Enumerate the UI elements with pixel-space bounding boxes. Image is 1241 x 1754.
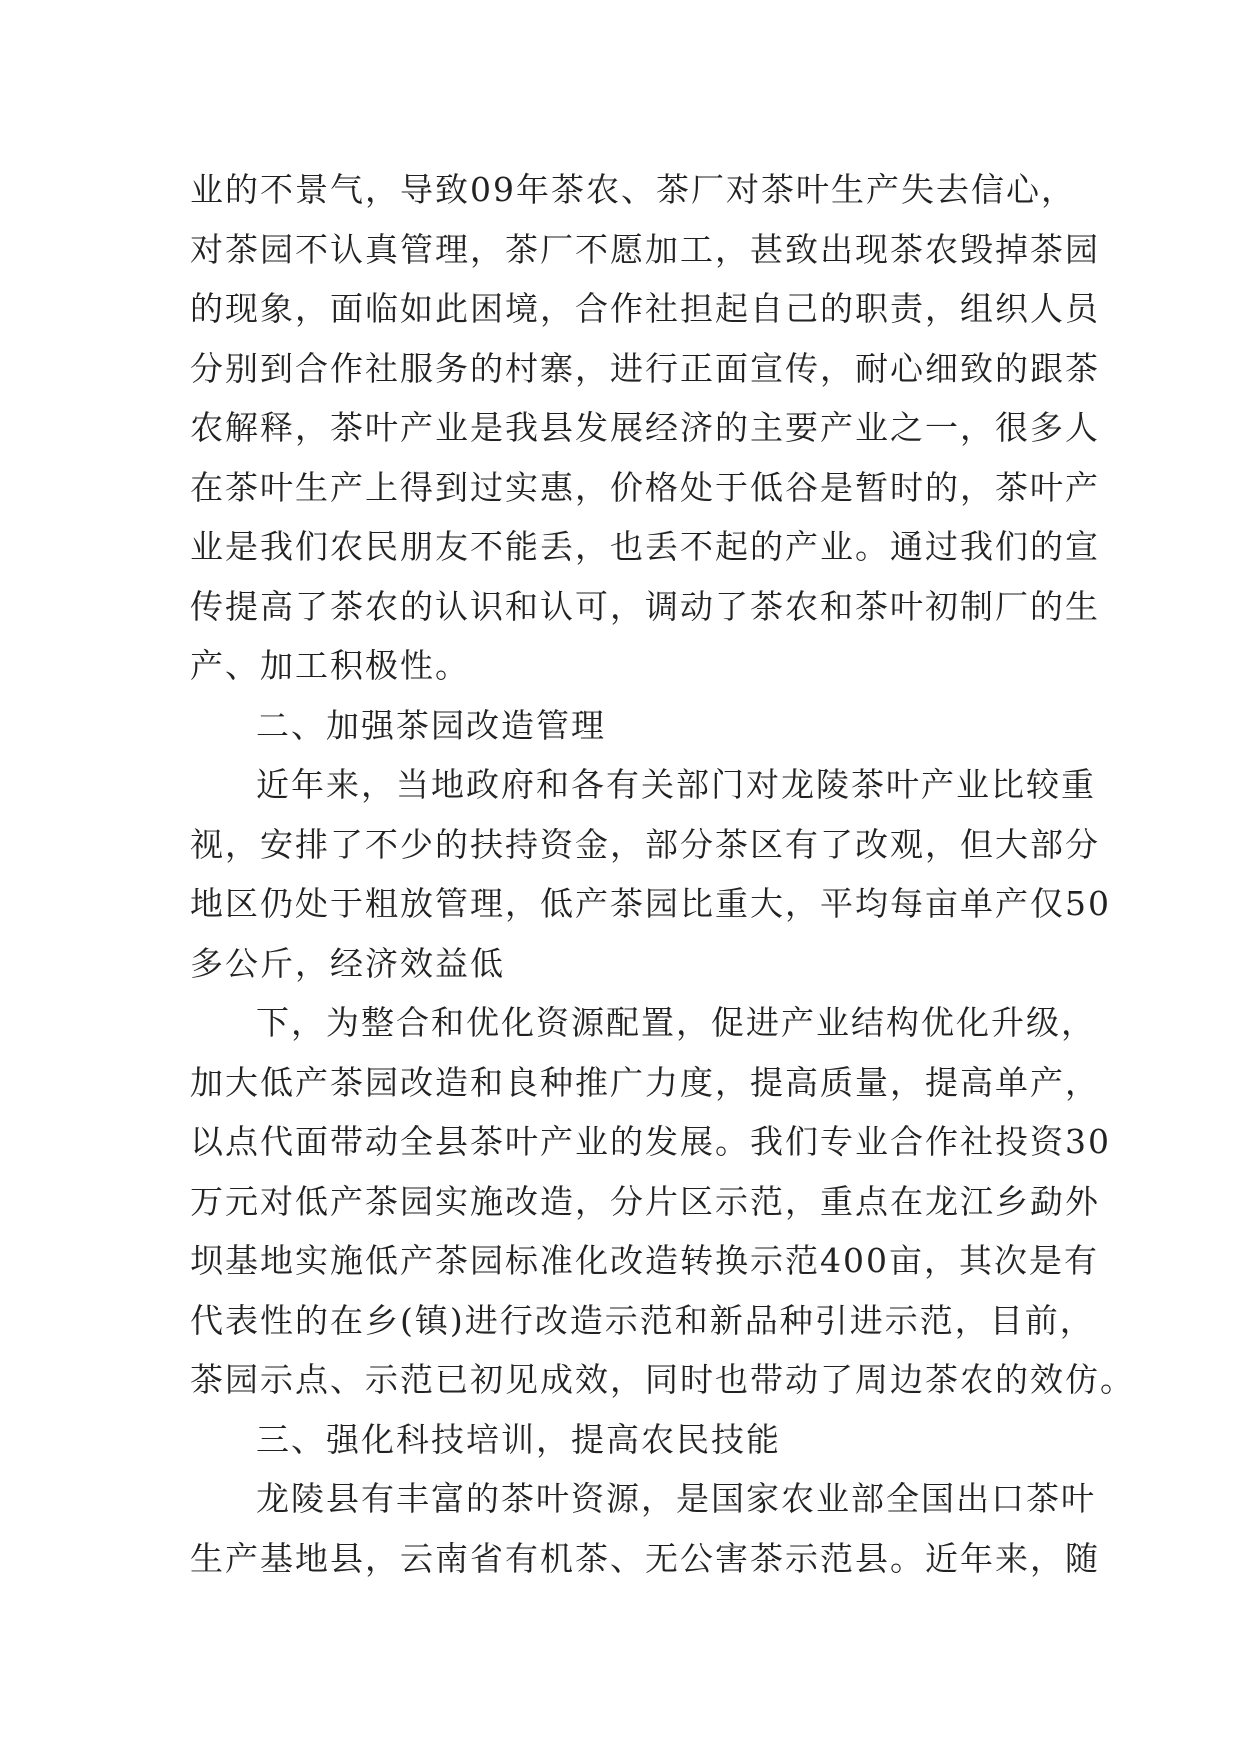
text-line: 多公斤，经济效益低 (190, 943, 505, 983)
text-line: 生产基地县，云南省有机茶、无公害茶示范县。近年来，随 (190, 1538, 1100, 1578)
text-line: 近年来，当地政府和各有关部门对龙陵茶叶产业比较重 (256, 765, 1096, 804)
text-line: 在茶叶生产上得到过实惠，价格处于低谷是暂时的，茶叶产 (190, 467, 1100, 507)
text-line: 茶园示点、示范已初见成效，同时也带动了周边茶农的效仿。 (190, 1360, 1135, 1399)
text-line: 下，为整合和优化资源配置，促进产业结构优化升级， (256, 1003, 1096, 1042)
text-line: 加大低产茶园改造和良种推广力度，提高质量，提高单产， (190, 1062, 1100, 1102)
text-line: 龙陵县有丰富的茶叶资源，是国家农业部全国出口茶叶 (256, 1479, 1096, 1518)
text-line: 坝基地实施低产茶园标准化改造转换示范400亩，其次是有 (190, 1241, 1099, 1280)
text-line: 分别到合作社服务的村寨，进行正面宣传，耐心细致的跟茶 (190, 348, 1100, 388)
section-heading: 二、加强茶园改造管理 (256, 705, 606, 745)
text-line: 传提高了茶农的认识和认可，调动了茶农和茶叶初制厂的生 (190, 586, 1100, 626)
text-line: 地区仍处于粗放管理，低产茶园比重大，平均每亩单产仅50 (190, 884, 1111, 923)
text-line: 农解释，茶叶产业是我县发展经济的主要产业之一，很多人 (190, 408, 1100, 447)
text-line: 产、加工积极性。 (190, 646, 470, 685)
text-line: 以点代面带动全县茶叶产业的发展。我们专业合作社投资30 (190, 1122, 1111, 1161)
text-line: 代表性的在乡(镇)进行改造示范和新品种引进示范，目前， (190, 1300, 1095, 1340)
text-line: 对茶园不认真管理，茶厂不愿加工，甚致出现茶农毁掉茶园 (190, 229, 1100, 269)
text-line: 业是我们农民朋友不能丢，也丢不起的产业。通过我们的宣 (190, 527, 1100, 566)
body-text (190, 160, 1135, 1588)
text-line: 万元对低产茶园实施改造，分片区示范，重点在龙江乡勐外 (190, 1181, 1100, 1221)
text-line: 的现象，面临如此困境，合作社担起自己的职责，组织人员 (190, 289, 1100, 328)
section-heading: 三、强化科技培训，提高农民技能 (256, 1419, 781, 1459)
text-line: 业的不景气，导致09年茶农、茶厂对茶叶生产失去信心， (190, 170, 1076, 209)
text-line: 视，安排了不少的扶持资金，部分茶区有了改观，但大部分 (190, 824, 1100, 864)
